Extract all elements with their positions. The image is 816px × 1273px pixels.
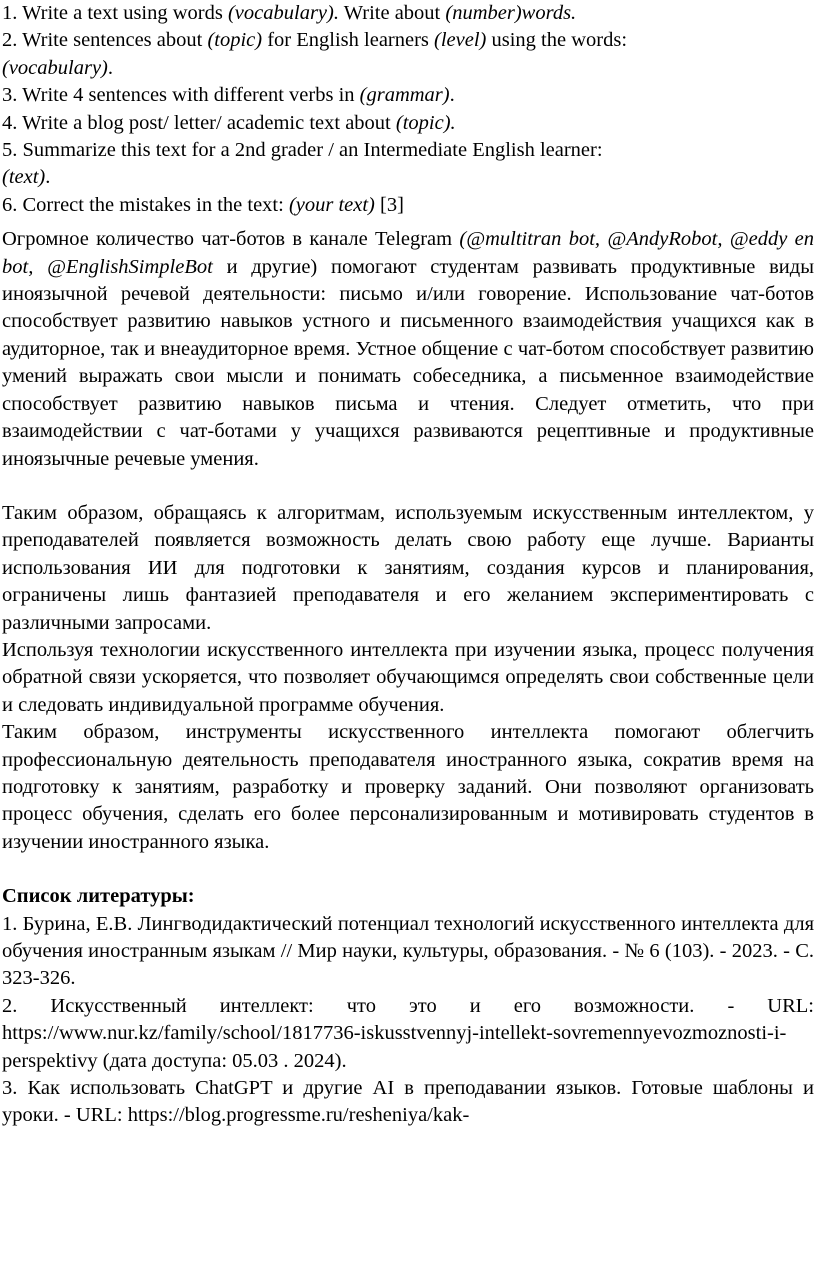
reference-item-3: 3. Как использовать ChatGPT и другие AI в преподавании языков. Готовые шаблоны и уроки. - URL: https://blog.progressme.ru/resheniya/kak- bbox=[2, 1077, 814, 1127]
paragraph-feedback: Используя технологии искусственного интеллекта при изучении языка, процесс получения обратной связи ускоряется, что позволяет обучающимся определять свои собственные цели и следовать индивидуальной программе обучения. bbox=[2, 638, 814, 716]
prompt-item-2: 2. Write sentences about (topic) for English learners (level) using the words: bbox=[2, 29, 628, 52]
prompt-item-4: 4. Write a blog post/ letter/ academic text about (topic). bbox=[2, 111, 456, 134]
prompt-item-3: 3. Write 4 sentences with different verbs in (grammar). bbox=[2, 84, 455, 107]
prompt-item-5: 5. Summarize this text for a 2nd grader / an Intermediate English learner: bbox=[2, 139, 603, 162]
prompt-item-6: 6. Correct the mistakes in the text: (your text) [3] bbox=[2, 193, 404, 216]
paragraph-chatbots: Огромное количество чат-ботов в канале Telegram (@multitran bot, @AndyRobot, @eddy en bot, @EnglishSimpleBot и другие) помогают студентам развивать продуктивные виды иноязычной речевой деятельности: письмо и/или говорение. Использование чат-ботов способствует развитию навыков устного и письменного взаимодействия учащихся как в аудиторное, так и внеаудиторное время. Устное общение с чат-ботом способствует развитию умений выражать свои мысли и понимать собеседника, а письменное взаимодействие способствует развитию навыков письма и чтения. Следует отметить, что при взаимодействии с чат-ботами у учащихся развиваются рецептивные и продуктивные иноязычные речевые умения. bbox=[2, 228, 814, 470]
references-title: Список литературы: bbox=[2, 885, 195, 908]
reference-item-2: 2. Искусственный интеллект: что это и его возможности. - URL: https://www.nur.kz/family/school/1817736-iskusstvennyj-intellekt-sovremennyevozmoznosti-i-perspektivy (дата доступа: 05.03 . 2024). bbox=[2, 994, 814, 1072]
prompt-item-1: 1. Write a text using words (vocabulary). Write about (number)words. bbox=[2, 2, 577, 24]
paragraph-conclusion-2: Таким образом, инструменты искусственного интеллекта помогают облегчить профессиональную деятельность преподавателя иностранного языка, сократив время на подготовку к занятиям, разработку и проверку заданий. Они позволяют организовать процесс обучения, сделать его более персонализированным и мотивировать студентов в изучении иностранного языка. bbox=[2, 721, 814, 853]
paragraph-conclusion-1: Таким образом, обращаясь к алгоритмам, используемым искусственным интеллектом, у преподавателей появляется возможность делать свою работу еще лучше. Варианты использования ИИ для подготовки к занятиям, создания курсов и планирования, ограничены лишь фантазией преподавателя и его желанием экспериментировать с различными запросами. bbox=[2, 501, 814, 634]
prompt-list bbox=[2, 0, 814, 219]
prompt-item-5-continued: (text). bbox=[2, 166, 51, 189]
document-page bbox=[2, 0, 814, 1130]
references-section bbox=[2, 883, 814, 1130]
reference-item-1: 1. Бурина, Е.В. Лингводидактический потенциал технологий искусственного интеллекта для обучения иностранным языкам // Мир науки, культуры, образования. - № 6 (103). - 2023. - С. 323-326. bbox=[2, 912, 814, 990]
prompt-item-2-continued: (vocabulary). bbox=[2, 56, 113, 79]
